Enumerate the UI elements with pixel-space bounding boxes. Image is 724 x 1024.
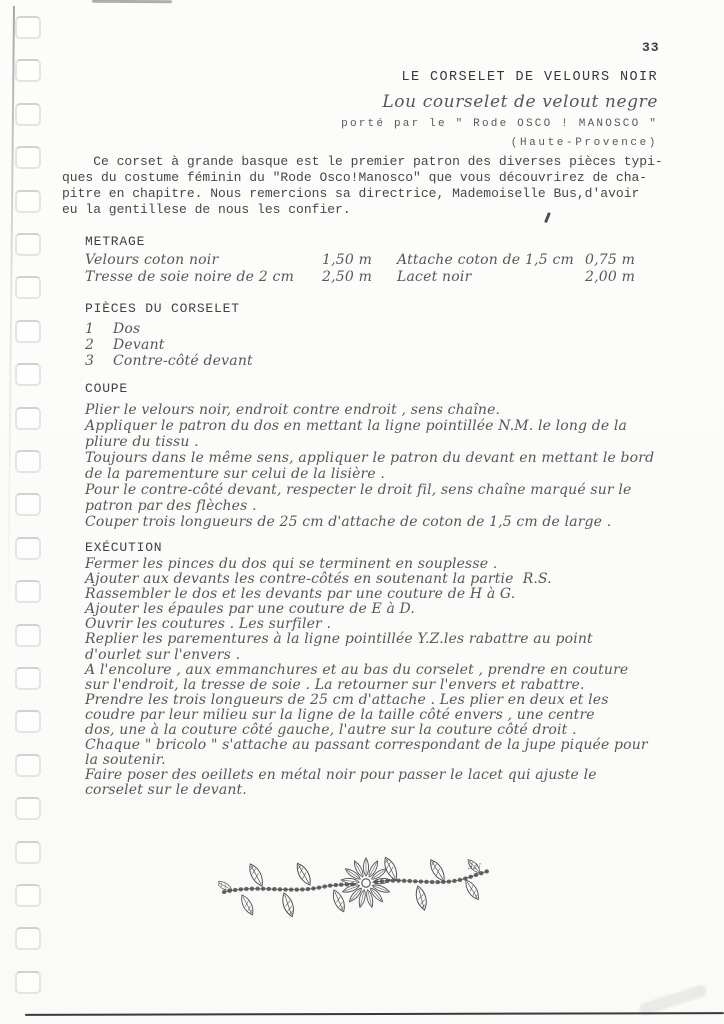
- binding-hole: [15, 233, 41, 256]
- metrage-row: [85, 269, 635, 286]
- instruction-line: Toujours dans le même sens, appliquer le patron du devant en mettant le bord: [85, 450, 655, 466]
- instruction-line: pliure du tissu .: [85, 434, 199, 450]
- metrage-row: [85, 252, 635, 269]
- binding-hole: [15, 276, 41, 299]
- piece-row: [85, 321, 253, 337]
- instruction-line: Ouvrir les coutures . Les surfiler .: [85, 616, 332, 633]
- intro-line: Ce corset à grande basque est le premier patron des diverses pièces typi-: [62, 154, 663, 169]
- piece-label: Contre-côté devant: [113, 353, 253, 370]
- instruction-line: dos, une à la couture côté gauche, l'autre sur la couture côté droit .: [85, 722, 577, 739]
- binding-hole: [15, 320, 41, 343]
- piece-row: [85, 353, 253, 369]
- instruction-line: Chaque " bricolo " s'attache au passant correspondant de la jupe piquée pour: [85, 737, 648, 754]
- binding-hole: [15, 971, 41, 994]
- top-edge-smudge: [92, 0, 172, 3]
- piece-number: 2: [85, 337, 95, 354]
- metrage-item-right: Lacet noir: [397, 268, 472, 285]
- binding-hole: [15, 493, 41, 516]
- instruction-line: corselet sur le devant.: [85, 782, 247, 799]
- floral-garland-illustration: [218, 840, 496, 926]
- piece-row: [85, 337, 253, 353]
- binding-hole: [15, 667, 41, 690]
- instruction-line: d'ourlet sur l'envers .: [85, 646, 241, 663]
- binding-hole: [15, 537, 41, 560]
- metrage-item-left: Velours coton noir: [85, 252, 219, 268]
- instruction-line: Prendre les trois longueurs de 25 cm d'attache . Les plier en deux et les: [85, 691, 609, 708]
- instruction-line: Couper trois longueurs de 25 cm d'attache de coton de 1,5 cm de large .: [85, 514, 612, 530]
- instruction-line: sur l'endroit, la tresse de soie . La retourner sur l'envers et rabattre.: [85, 676, 585, 693]
- region-line: (Haute-Provence): [510, 137, 658, 149]
- metrage-qty-right: 2,00 m: [585, 268, 636, 285]
- metrage-qty-right: 0,75 m: [585, 252, 636, 268]
- binding-hole: [15, 624, 41, 647]
- pieces-heading: PIÈCES DU CORSELET: [85, 301, 240, 316]
- metrage-table: [85, 252, 635, 285]
- metrage-heading: METRAGE: [85, 234, 146, 249]
- pieces-list: [85, 321, 253, 370]
- binding-holes: [0, 0, 60, 1024]
- instruction-line: Appliquer le patron du dos en mettant la ligne pointillée N.M. le long de la: [85, 418, 628, 434]
- illustrator-signature: S.N: [468, 863, 481, 871]
- metrage-qty-left: 2,50 m: [322, 268, 373, 285]
- intro-line: eu la gentillese de nous les confier.: [62, 202, 351, 217]
- binding-hole: [15, 103, 41, 126]
- instruction-line: patron par des flèches .: [85, 498, 257, 514]
- metrage-item-right: Attache coton de 1,5 cm: [397, 252, 574, 268]
- instruction-line: Pour le contre-côté devant, respecter le droit fil, sens chaîne marqué sur le: [85, 482, 632, 498]
- instruction-line: Rassembler le dos et les devants par une couture de H à G.: [85, 586, 516, 603]
- execution-instructions: [85, 557, 648, 799]
- garland-flower: [341, 858, 391, 908]
- page-number: 33: [642, 40, 660, 55]
- instruction-line: Faire poser des oeillets en métal noir pour passer le lacet qui ajuste le: [85, 767, 597, 784]
- binding-hole: [15, 190, 41, 213]
- coupe-heading: COUPE: [85, 381, 129, 396]
- instruction-line: Replier les parementures à la ligne pointillée Y.Z.les rabattre au point: [85, 631, 593, 648]
- instruction-line: Fermer les pinces du dos qui se terminent en souplesse .: [85, 556, 498, 572]
- binding-hole: [15, 927, 41, 950]
- binding-hole: [15, 146, 41, 169]
- binding-hole: [15, 710, 41, 733]
- document-title: LE CORSELET DE VELOURS NOIR: [401, 70, 658, 85]
- binding-hole: [15, 59, 41, 82]
- metrage-item-left: Tresse de soie noire de 2 cm: [85, 268, 295, 285]
- binding-hole: [15, 407, 41, 430]
- instruction-line: Ajouter aux devants les contre-côtés en soutenant la partie R.S.: [85, 571, 552, 588]
- intro-line: pitre en chapitre. Nous remercions sa directrice, Mademoiselle Bus,d'avoir: [62, 186, 640, 201]
- binding-hole: [15, 884, 41, 907]
- instruction-line: coudre par leur milieu sur la ligne de la taille côté envers , une centre: [85, 706, 595, 723]
- instruction-line: la soutenir.: [85, 752, 166, 769]
- piece-label: Dos: [113, 321, 141, 337]
- instruction-line: de la parementure sur celui de la lisière .: [85, 466, 385, 482]
- worn-by-line: porté par le " Rode OSCO ! MANOSCO ": [341, 118, 658, 130]
- piece-number: 1: [85, 321, 95, 337]
- binding-hole: [15, 841, 41, 864]
- instruction-line: A l'encolure , aux emmanchures et au bas du corselet , prendre en couture: [85, 661, 629, 678]
- binding-hole: [15, 580, 41, 603]
- subtitle-occitan: Lou courselet de velout negre: [382, 92, 658, 112]
- page-bottom-edge: [25, 1012, 724, 1016]
- intro-paragraph: [62, 154, 663, 218]
- intro-line: ques du costume féminin du "Rode Osco!Manosco" que vous découvrirez de cha-: [62, 170, 648, 185]
- binding-hole: [15, 363, 41, 386]
- execution-heading: EXÉCUTION: [85, 540, 163, 555]
- binding-hole: [15, 754, 41, 777]
- piece-number: 3: [85, 353, 95, 370]
- instruction-line: Ajouter les épaules par une couture de E à D.: [85, 601, 416, 618]
- binding-hole: [15, 450, 41, 473]
- metrage-qty-left: 1,50 m: [322, 252, 373, 268]
- instruction-line: Plier le velours noir, endroit contre endroit , sens chaîne.: [85, 402, 501, 418]
- piece-label: Devant: [113, 337, 165, 354]
- binding-hole: [15, 797, 41, 820]
- binding-hole: [15, 16, 41, 39]
- coupe-instructions: [85, 402, 654, 530]
